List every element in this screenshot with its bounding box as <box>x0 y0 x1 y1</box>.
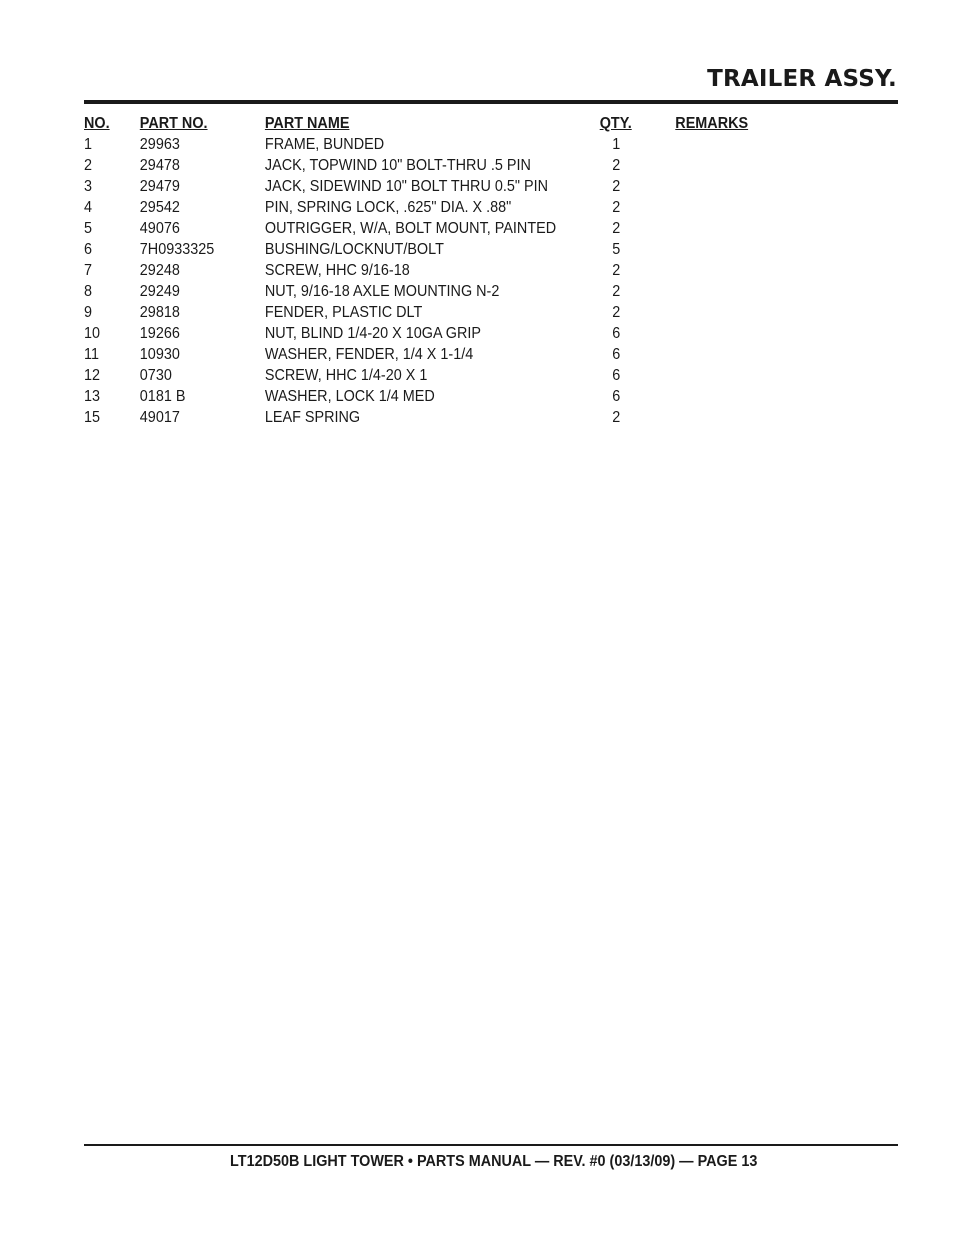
table-row <box>84 281 765 302</box>
table-header <box>84 113 765 134</box>
cell-no: 9 <box>84 304 93 321</box>
cell-part-no: 49076 <box>139 220 180 237</box>
cell-remarks <box>675 323 765 344</box>
cell-part-name: WASHER, FENDER, 1/4 X 1-1/4 <box>264 346 474 363</box>
cell-no: 11 <box>84 346 99 363</box>
cell-no: 13 <box>84 388 101 405</box>
cell-part-name: JACK, TOPWIND 10" BOLT-THRU .5 PIN <box>264 157 531 174</box>
table-row <box>84 218 765 239</box>
cell-part-name: BUSHING/LOCKNUT/BOLT <box>264 241 444 258</box>
table-row <box>84 344 765 365</box>
cell-qty: 2 <box>612 178 621 195</box>
cell-qty: 2 <box>612 304 621 321</box>
cell-no: 12 <box>84 367 101 384</box>
cell-part-name: SCREW, HHC 1/4-20 X 1 <box>264 367 428 384</box>
cell-qty: 2 <box>612 409 621 426</box>
cell-qty: 6 <box>612 388 621 405</box>
cell-part-name: LEAF SPRING <box>264 409 361 426</box>
cell-remarks <box>675 302 765 323</box>
cell-no: 10 <box>84 325 101 342</box>
cell-part-no: 49017 <box>139 409 180 426</box>
cell-remarks <box>675 218 765 239</box>
table-row <box>84 197 765 218</box>
footer-divider <box>84 1144 898 1146</box>
cell-qty: 2 <box>612 199 621 216</box>
cell-part-name: FRAME, BUNDED <box>264 136 385 153</box>
cell-remarks <box>675 365 765 386</box>
cell-part-name: NUT, 9/16-18 AXLE MOUNTING N-2 <box>264 283 500 300</box>
table-row <box>84 260 765 281</box>
cell-qty: 2 <box>612 283 621 300</box>
cell-qty: 5 <box>612 241 621 258</box>
table-row <box>84 386 765 407</box>
cell-remarks <box>675 407 765 428</box>
cell-no: 1 <box>84 136 93 153</box>
header-part-name: PART NAME <box>264 115 350 132</box>
table-row <box>84 176 765 197</box>
cell-part-no: 29479 <box>139 178 180 195</box>
cell-part-name: OUTRIGGER, W/A, BOLT MOUNT, PAINTED <box>264 220 557 237</box>
cell-no: 6 <box>84 241 93 258</box>
cell-remarks <box>675 344 765 365</box>
cell-part-name: WASHER, LOCK 1/4 MED <box>264 388 435 405</box>
cell-part-name: FENDER, PLASTIC DLT <box>264 304 423 321</box>
cell-remarks <box>675 239 765 260</box>
cell-remarks <box>675 176 765 197</box>
cell-remarks <box>675 197 765 218</box>
cell-remarks <box>675 260 765 281</box>
table-row <box>84 239 765 260</box>
cell-part-no: 19266 <box>139 325 180 342</box>
cell-part-name: NUT, BLIND 1/4-20 X 10GA GRIP <box>264 325 481 342</box>
cell-remarks <box>675 386 765 407</box>
cell-no: 5 <box>84 220 93 237</box>
cell-remarks <box>675 134 765 155</box>
table-row <box>84 155 765 176</box>
cell-part-name: PIN, SPRING LOCK, .625" DIA. X .88" <box>264 199 512 216</box>
cell-qty: 6 <box>612 367 621 384</box>
cell-part-no: 0730 <box>139 367 172 384</box>
cell-qty: 2 <box>612 157 621 174</box>
cell-no: 4 <box>84 199 93 216</box>
cell-part-no: 29249 <box>139 283 180 300</box>
table-body <box>84 134 765 428</box>
cell-qty: 6 <box>612 325 621 342</box>
table-row <box>84 302 765 323</box>
table-row <box>84 323 765 344</box>
table-row <box>84 134 765 155</box>
cell-part-no: 29963 <box>139 136 180 153</box>
table-row <box>84 407 765 428</box>
cell-qty: 6 <box>612 346 621 363</box>
cell-part-name: JACK, SIDEWIND 10" BOLT THRU 0.5" PIN <box>264 178 548 195</box>
cell-remarks <box>675 281 765 302</box>
cell-part-no: 0181 B <box>139 388 186 405</box>
page-footer: LT12D50B LIGHT TOWER • PARTS MANUAL — REV. #0 (03/13/09) — PAGE 13 <box>230 1153 758 1170</box>
header-remarks: REMARKS <box>675 115 749 132</box>
cell-no: 8 <box>84 283 93 300</box>
cell-qty: 1 <box>612 136 621 153</box>
cell-part-no: 29542 <box>139 199 180 216</box>
cell-part-no: 29248 <box>139 262 180 279</box>
page-title: TRAILER ASSY. <box>707 66 897 92</box>
cell-part-no: 10930 <box>139 346 180 363</box>
parts-table <box>84 113 765 428</box>
cell-part-no: 29478 <box>139 157 180 174</box>
cell-qty: 2 <box>612 262 621 279</box>
table-row <box>84 365 765 386</box>
header-part-no: PART NO. <box>139 115 208 132</box>
cell-no: 3 <box>84 178 93 195</box>
header-no: NO. <box>84 115 110 132</box>
title-divider <box>84 100 898 104</box>
header-qty: QTY. <box>599 115 632 132</box>
cell-part-name: SCREW, HHC 9/16-18 <box>264 262 410 279</box>
cell-no: 2 <box>84 157 93 174</box>
cell-no: 15 <box>84 409 101 426</box>
cell-part-no: 7H0933325 <box>139 241 215 258</box>
cell-remarks <box>675 155 765 176</box>
cell-qty: 2 <box>612 220 621 237</box>
cell-no: 7 <box>84 262 93 279</box>
cell-part-no: 29818 <box>139 304 180 321</box>
